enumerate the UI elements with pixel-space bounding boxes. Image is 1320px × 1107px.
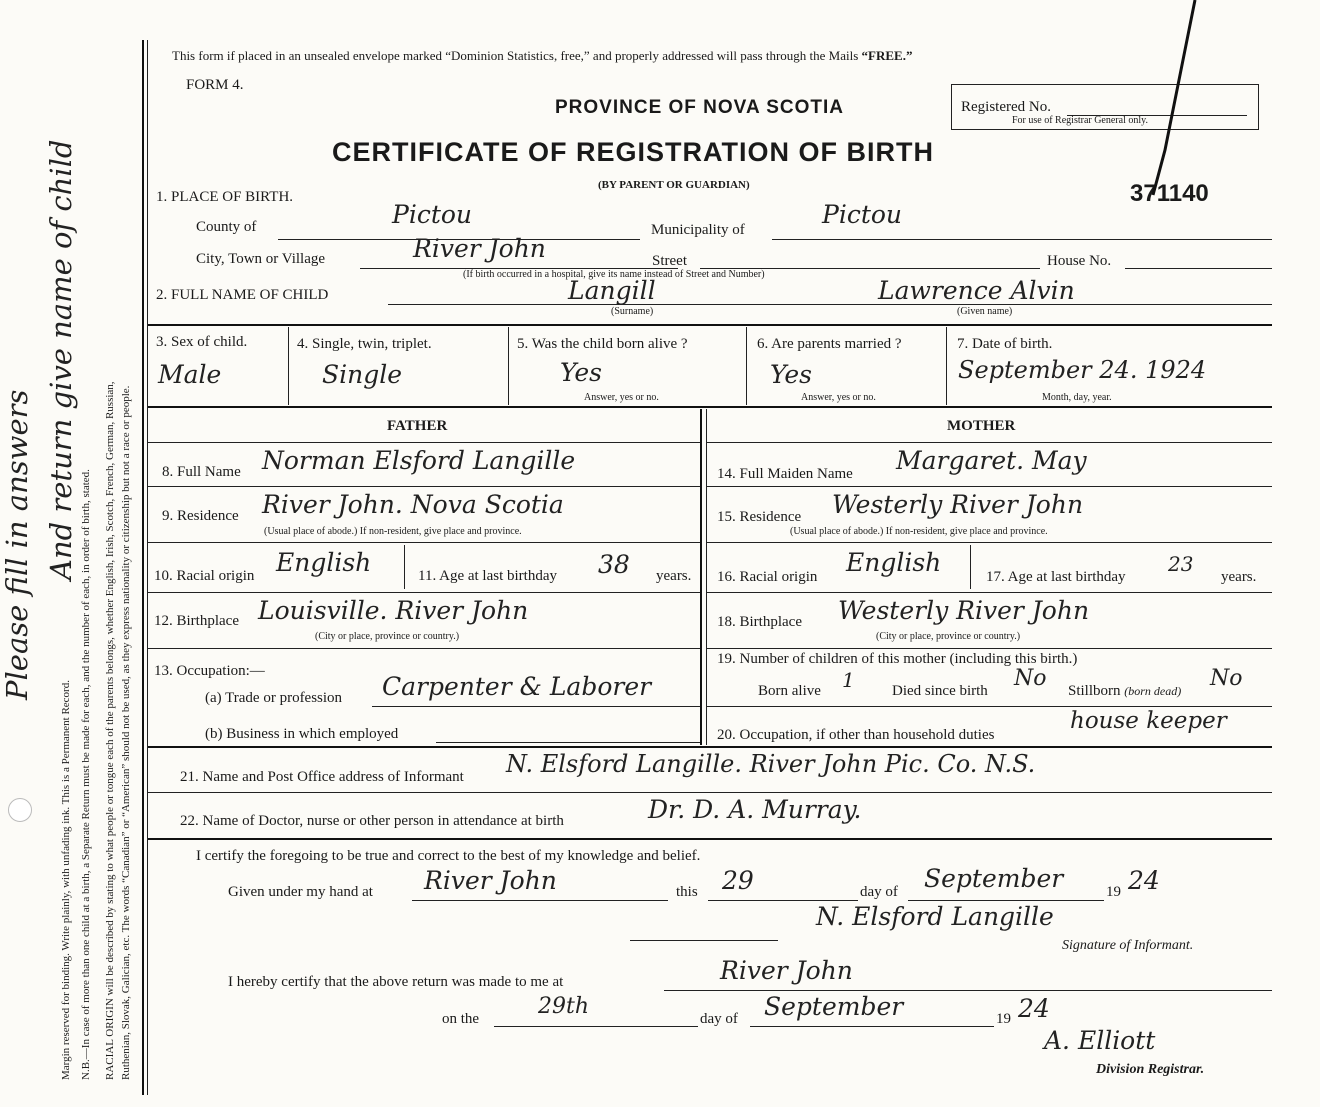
mother-racial-divider <box>970 545 971 589</box>
registrar-day-line <box>494 1026 698 1027</box>
given-year-prefix: 19 <box>1106 884 1121 900</box>
sidebar-handwritten-2: And return give name of child <box>44 139 78 580</box>
registrar-on-the-label: on the <box>442 1011 480 1027</box>
mail-note-free: “FREE.” <box>861 48 913 63</box>
alive-caption: Answer, yes or no. <box>584 392 659 403</box>
mother-children-line <box>706 706 1272 707</box>
county-label: County of <box>196 219 257 235</box>
given-place-line <box>412 900 668 901</box>
city-label: City, Town or Village <box>196 251 326 267</box>
father-trade-line <box>372 706 700 707</box>
father-age-value: 38 <box>598 550 630 579</box>
plurality-value: Single <box>322 360 403 389</box>
father-birthplace-value: Louisville. River John <box>258 596 529 625</box>
mother-heading-underline <box>706 442 1272 443</box>
born-alive-label: Born alive <box>758 683 821 699</box>
registrar-day-of-label: day of <box>700 1011 738 1027</box>
mother-racial-label: 16. Racial origin <box>717 569 818 585</box>
father-trade-label: (a) Trade or profession <box>205 690 343 706</box>
registrar-year-prefix: 19 <box>996 1011 1011 1027</box>
child-surname-value: Langill <box>568 276 656 305</box>
mail-note <box>172 48 912 64</box>
mother-residence-line <box>706 542 1272 543</box>
father-racial-value: English <box>276 548 372 577</box>
dob-label: 7. Date of birth. <box>957 336 1053 352</box>
registrar-signature: A. Elliott <box>1044 1026 1156 1055</box>
alive-value: Yes <box>560 358 602 387</box>
stillborn-note: (born dead) <box>1124 684 1182 698</box>
father-birthplace-caption: (City or place, province or country.) <box>315 631 460 642</box>
certification-rule <box>630 940 778 941</box>
municipality-label: Municipality of <box>651 222 745 238</box>
registrar-month-value: September <box>764 992 904 1021</box>
father-residence-caption: (Usual place of abode.) If non-resident, give place and province. <box>264 526 522 537</box>
sex-value: Male <box>158 360 222 389</box>
stillborn-label <box>1068 683 1181 700</box>
form-number: FORM 4. <box>186 77 244 93</box>
child-name-line <box>388 304 1272 305</box>
father-residence-line <box>148 542 700 543</box>
mother-age-line <box>706 592 1272 593</box>
married-value: Yes <box>770 360 812 389</box>
married-caption: Answer, yes or no. <box>801 392 876 403</box>
county-value: Pictou <box>392 200 473 229</box>
mother-residence-label: 15. Residence <box>717 509 802 525</box>
sex-label: 3. Sex of child. <box>156 334 248 350</box>
alive-label: 5. Was the child born alive ? <box>517 336 688 352</box>
province-heading: PROVINCE OF NOVA SCOTIA <box>555 97 845 118</box>
father-heading-underline <box>148 442 700 443</box>
registrar-statement: I hereby certify that the above return was made to me at <box>228 974 564 990</box>
sidebar-note-3: RACIAL ORIGIN will be described by stating to what people or tongue each of the parents belongs, whether English, Irish, Scotch, French, German, Russian, <box>104 381 116 1080</box>
given-day-of-label: day of <box>860 884 898 900</box>
given-day-value: 29 <box>722 866 754 895</box>
father-age-line <box>148 592 700 593</box>
born-alive-value: 1 <box>842 668 855 692</box>
doctor-label: 22. Name of Doctor, nurse or other person in attendance at birth <box>180 813 564 829</box>
divider-certification <box>148 838 1272 840</box>
father-name-label: 8. Full Name <box>162 464 241 480</box>
registrar-year-value: 24 <box>1018 994 1050 1023</box>
informant-line <box>148 792 1272 793</box>
given-day-line <box>708 900 858 901</box>
place-of-birth-label: 1. PLACE OF BIRTH. <box>156 189 294 205</box>
certify-statement: I certify the foregoing to be true and correct to the best of my knowledge and belief. <box>196 848 701 864</box>
mother-children-label: 19. Number of children of this mother (including this birth.) <box>717 651 1078 667</box>
mother-name-value: Margaret. May <box>896 446 1087 475</box>
mother-years-label: years. <box>1221 569 1257 585</box>
divider-parents <box>148 406 1272 408</box>
registered-no-box <box>951 84 1259 130</box>
sidebar-note-4: Ruthenian, Slovak, Galician, etc. The words “Canadian” or “American” should not be used, as they express nationality or citizenship but not a race or people. <box>120 385 132 1080</box>
father-residence-label: 9. Residence <box>162 508 239 524</box>
child-surname-caption: (Surname) <box>611 306 654 317</box>
municipality-value: Pictou <box>822 200 903 229</box>
married-label: 6. Are parents married ? <box>757 336 902 352</box>
divider-top-row <box>148 324 1272 326</box>
stillborn-value: No <box>1210 666 1243 691</box>
stillborn-label-text: Stillborn <box>1068 683 1121 699</box>
given-month-line <box>908 900 1104 901</box>
father-trade-value: Carpenter & Laborer <box>382 672 652 701</box>
father-name-line <box>148 486 700 487</box>
mother-birthplace-line <box>706 648 1272 649</box>
father-business-label: (b) Business in which employed <box>205 726 399 742</box>
form-left-border <box>142 40 144 1095</box>
binding-hole-icon <box>8 798 32 822</box>
died-label: Died since birth <box>892 683 988 699</box>
row-3-divider-3 <box>746 327 747 405</box>
father-age-label: 11. Age at last birthday <box>418 568 557 584</box>
mother-racial-value: English <box>846 548 942 577</box>
informant-signature: N. Elsford Langille <box>816 902 1054 931</box>
divider-informant <box>148 746 1272 748</box>
mother-birthplace-label: 18. Birthplace <box>717 614 802 630</box>
mother-occupation-value: house keeper <box>1070 708 1227 734</box>
father-racial-label: 10. Racial origin <box>154 568 255 584</box>
dob-caption: Month, day, year. <box>1042 392 1112 403</box>
father-residence-value: River John. Nova Scotia <box>262 490 564 519</box>
mother-age-value: 23 <box>1168 552 1194 576</box>
father-occupation-label: 13. Occupation:— <box>154 663 265 679</box>
city-value: River John <box>413 234 546 263</box>
father-racial-divider <box>404 545 405 589</box>
sidebar-note-1: Margin reserved for binding. Write plainly, with unfading ink. This is a Permanent Record. <box>60 680 72 1080</box>
given-month-value: September <box>924 864 1064 893</box>
registrar-day-value: 29th <box>538 994 590 1019</box>
page-title: CERTIFICATE OF REGISTRATION OF BIRTH <box>332 137 934 167</box>
plurality-label: 4. Single, twin, triplet. <box>297 336 432 352</box>
mother-birthplace-caption: (City or place, province or country.) <box>876 631 1021 642</box>
row-3-divider-4 <box>946 327 947 405</box>
father-business-line <box>436 742 700 743</box>
hospital-note: (If birth occurred in a hospital, give its name instead of Street and Number) <box>463 269 765 280</box>
father-years-label: years. <box>656 568 692 584</box>
page-subtitle: (BY PARENT OR GUARDIAN) <box>598 179 750 191</box>
sidebar-handwritten-1: Please fill in answers <box>0 389 34 700</box>
mail-note-text: This form if placed in an unsealed envelope marked “Dominion Statistics, free,” and properly addressed will pass through the Mails <box>172 48 859 63</box>
row-3-divider-1 <box>288 327 289 405</box>
house-no-label: House No. <box>1047 253 1112 269</box>
form-left-border-inner <box>147 40 148 1095</box>
registrar-place-value: River John <box>720 956 853 985</box>
mother-residence-caption: (Usual place of abode.) If non-resident, give place and province. <box>790 526 1048 537</box>
informant-label: 21. Name and Post Office address of Informant <box>180 769 464 785</box>
mother-residence-value: Westerly River John <box>832 490 1084 519</box>
registrar-check-mark-icon <box>1125 0 1205 200</box>
mother-name-label: 14. Full Maiden Name <box>717 466 853 482</box>
given-year-value: 24 <box>1128 866 1160 895</box>
doctor-value: Dr. D. A. Murray. <box>648 795 862 824</box>
municipality-line <box>772 239 1272 240</box>
mother-heading: MOTHER <box>947 418 1016 434</box>
father-heading: FATHER <box>387 418 448 434</box>
mother-birthplace-value: Westerly River John <box>838 596 1090 625</box>
this-label: this <box>676 884 698 900</box>
house-no-line <box>1125 268 1272 269</box>
registrar-use-note: For use of Registrar General only. <box>1012 115 1148 126</box>
father-name-value: Norman Elsford Langille <box>262 446 576 475</box>
street-label: Street <box>652 253 687 269</box>
certificate-number: 371140 <box>1130 180 1209 207</box>
died-value: No <box>1014 666 1047 691</box>
given-at-label: Given under my hand at <box>228 884 373 900</box>
registered-no-label: Registered No. <box>961 99 1051 115</box>
registrar-signature-caption: Division Registrar. <box>1096 1062 1205 1077</box>
row-3-divider-2 <box>508 327 509 405</box>
mother-occupation-label: 20. Occupation, if other than household duties <box>717 727 995 743</box>
parents-center-divider <box>700 409 702 745</box>
father-birthplace-line <box>148 648 700 649</box>
child-given-caption: (Given name) <box>957 306 1013 317</box>
parents-center-divider-inner <box>706 409 707 745</box>
registrar-month-line <box>750 1026 994 1027</box>
registrar-place-line <box>664 990 1272 991</box>
dob-value: September 24. 1924 <box>958 356 1207 384</box>
child-name-label: 2. FULL NAME OF CHILD <box>156 287 329 303</box>
mother-name-line <box>706 486 1272 487</box>
informant-value: N. Elsford Langille. River John Pic. Co. N.S. <box>506 750 1036 778</box>
given-place-value: River John <box>424 866 557 895</box>
father-birthplace-label: 12. Birthplace <box>154 613 239 629</box>
child-given-value: Lawrence Alvin <box>878 276 1075 305</box>
informant-signature-caption: Signature of Informant. <box>1062 938 1194 953</box>
sidebar-note-2: N.B.—In case of more than one child at a birth, a Separate Return must be made for each, and the number of each, in order of birth, stated. <box>80 469 92 1080</box>
mother-age-label: 17. Age at last birthday <box>986 569 1126 585</box>
